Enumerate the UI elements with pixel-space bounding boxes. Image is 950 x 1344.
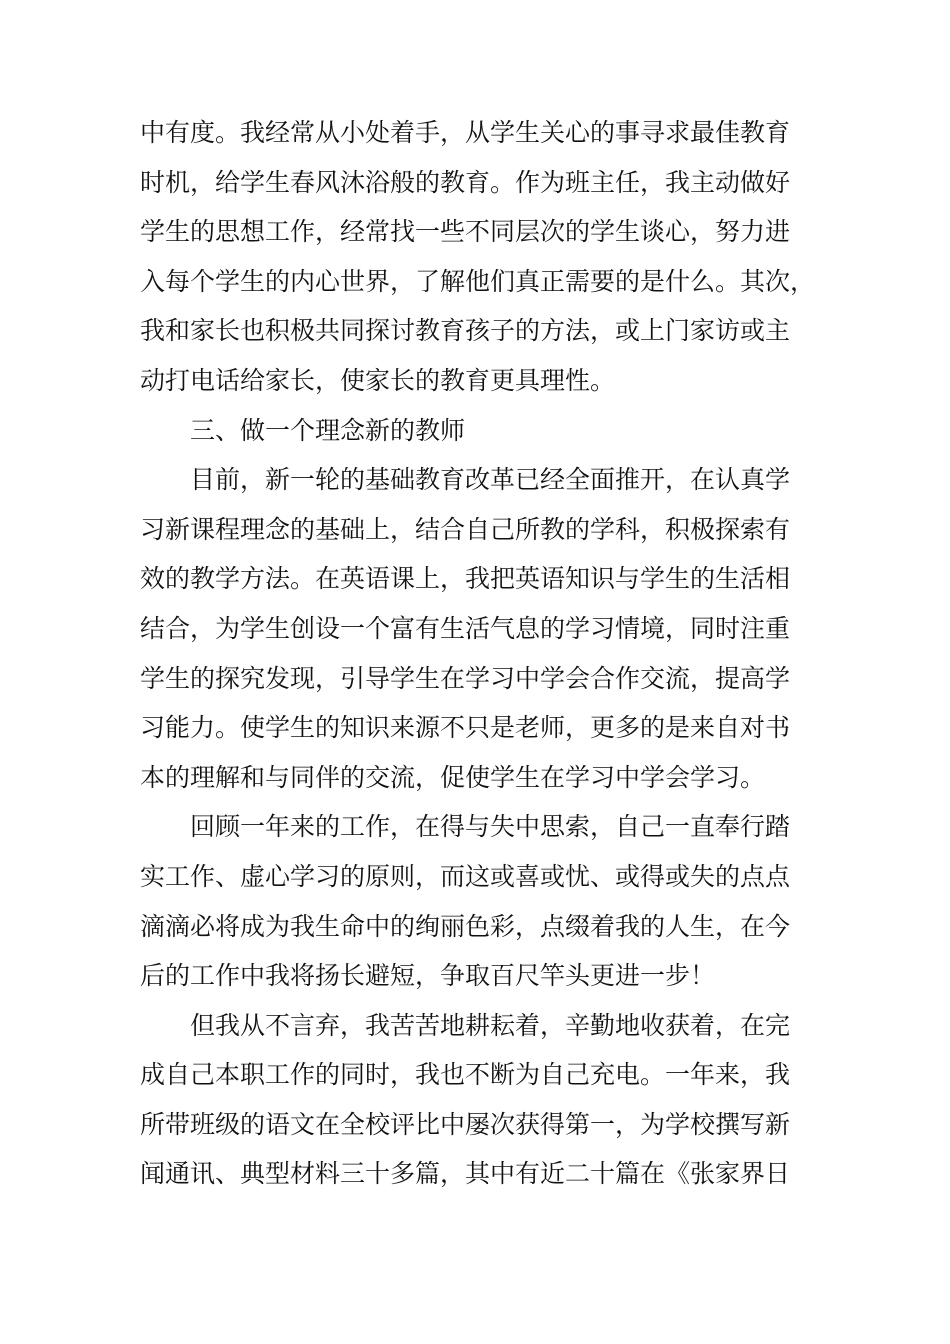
text-line: 时机，给学生春风沐浴般的教育。作为班主任，我主动做好 [140, 167, 791, 197]
text-line: 结合，为学生创设一个富有生活气息的学习情境，同时注重 [140, 613, 791, 643]
text-line: 实工作、虚心学习的原则，而这或喜或忧、或得或失的点点 [140, 861, 791, 891]
text-line: 本的理解和与同伴的交流，促使学生在学习中学会学习。 [140, 762, 766, 792]
text-line: 滴滴必将成为我生命中的绚丽色彩，点缀着我的人生，在今 [140, 911, 791, 941]
text-line: 但我从不言弃，我苦苦地耕耘着，辛勤地收获着，在完 [190, 1010, 791, 1040]
text-line: 回顾一年来的工作，在得与失中思索，自己一直奉行踏 [190, 812, 791, 842]
text-line: 中有度。我经常从小处着手，从学生关心的事寻求最佳教育 [140, 118, 791, 147]
text-line: 目前，新一轮的基础教育改革已经全面推开，在认真学 [190, 465, 791, 495]
text-line: 后的工作中我将扬长避短，争取百尺竿头更进一步！ [140, 961, 716, 991]
text-line: 入每个学生的内心世界，了解他们真正需要的是什么。其次， [140, 266, 816, 296]
text-line: 学生的探究发现，引导学生在学习中学会合作交流，提高学 [140, 663, 791, 693]
text-line: 习新课程理念的基础上，结合自己所教的学科，积极探索有 [140, 514, 791, 544]
text-line: 效的教学方法。在英语课上，我把英语知识与学生的生活相 [140, 564, 791, 594]
text-line: 闻通讯、典型材料三十多篇，其中有近二十篇在《张家界日 [140, 1159, 791, 1189]
text-line: 动打电话给家长，使家长的教育更具理性。 [140, 365, 616, 395]
text-line: 习能力。使学生的知识来源不只是老师，更多的是来自对书 [140, 713, 791, 743]
section-heading: 三、做一个理念新的教师 [190, 415, 466, 445]
text-line: 所带班级的语文在全校评比中屡次获得第一，为学校撰写新 [140, 1109, 791, 1139]
body-text [140, 108, 820, 1199]
text-line: 我和家长也积极共同探讨教育孩子的方法，或上门家访或主 [140, 316, 791, 346]
text-line: 成自己本职工作的同时，我也不断为自己充电。一年来，我 [140, 1060, 791, 1090]
text-line: 学生的思想工作，经常找一些不同层次的学生谈心，努力进 [140, 217, 791, 247]
